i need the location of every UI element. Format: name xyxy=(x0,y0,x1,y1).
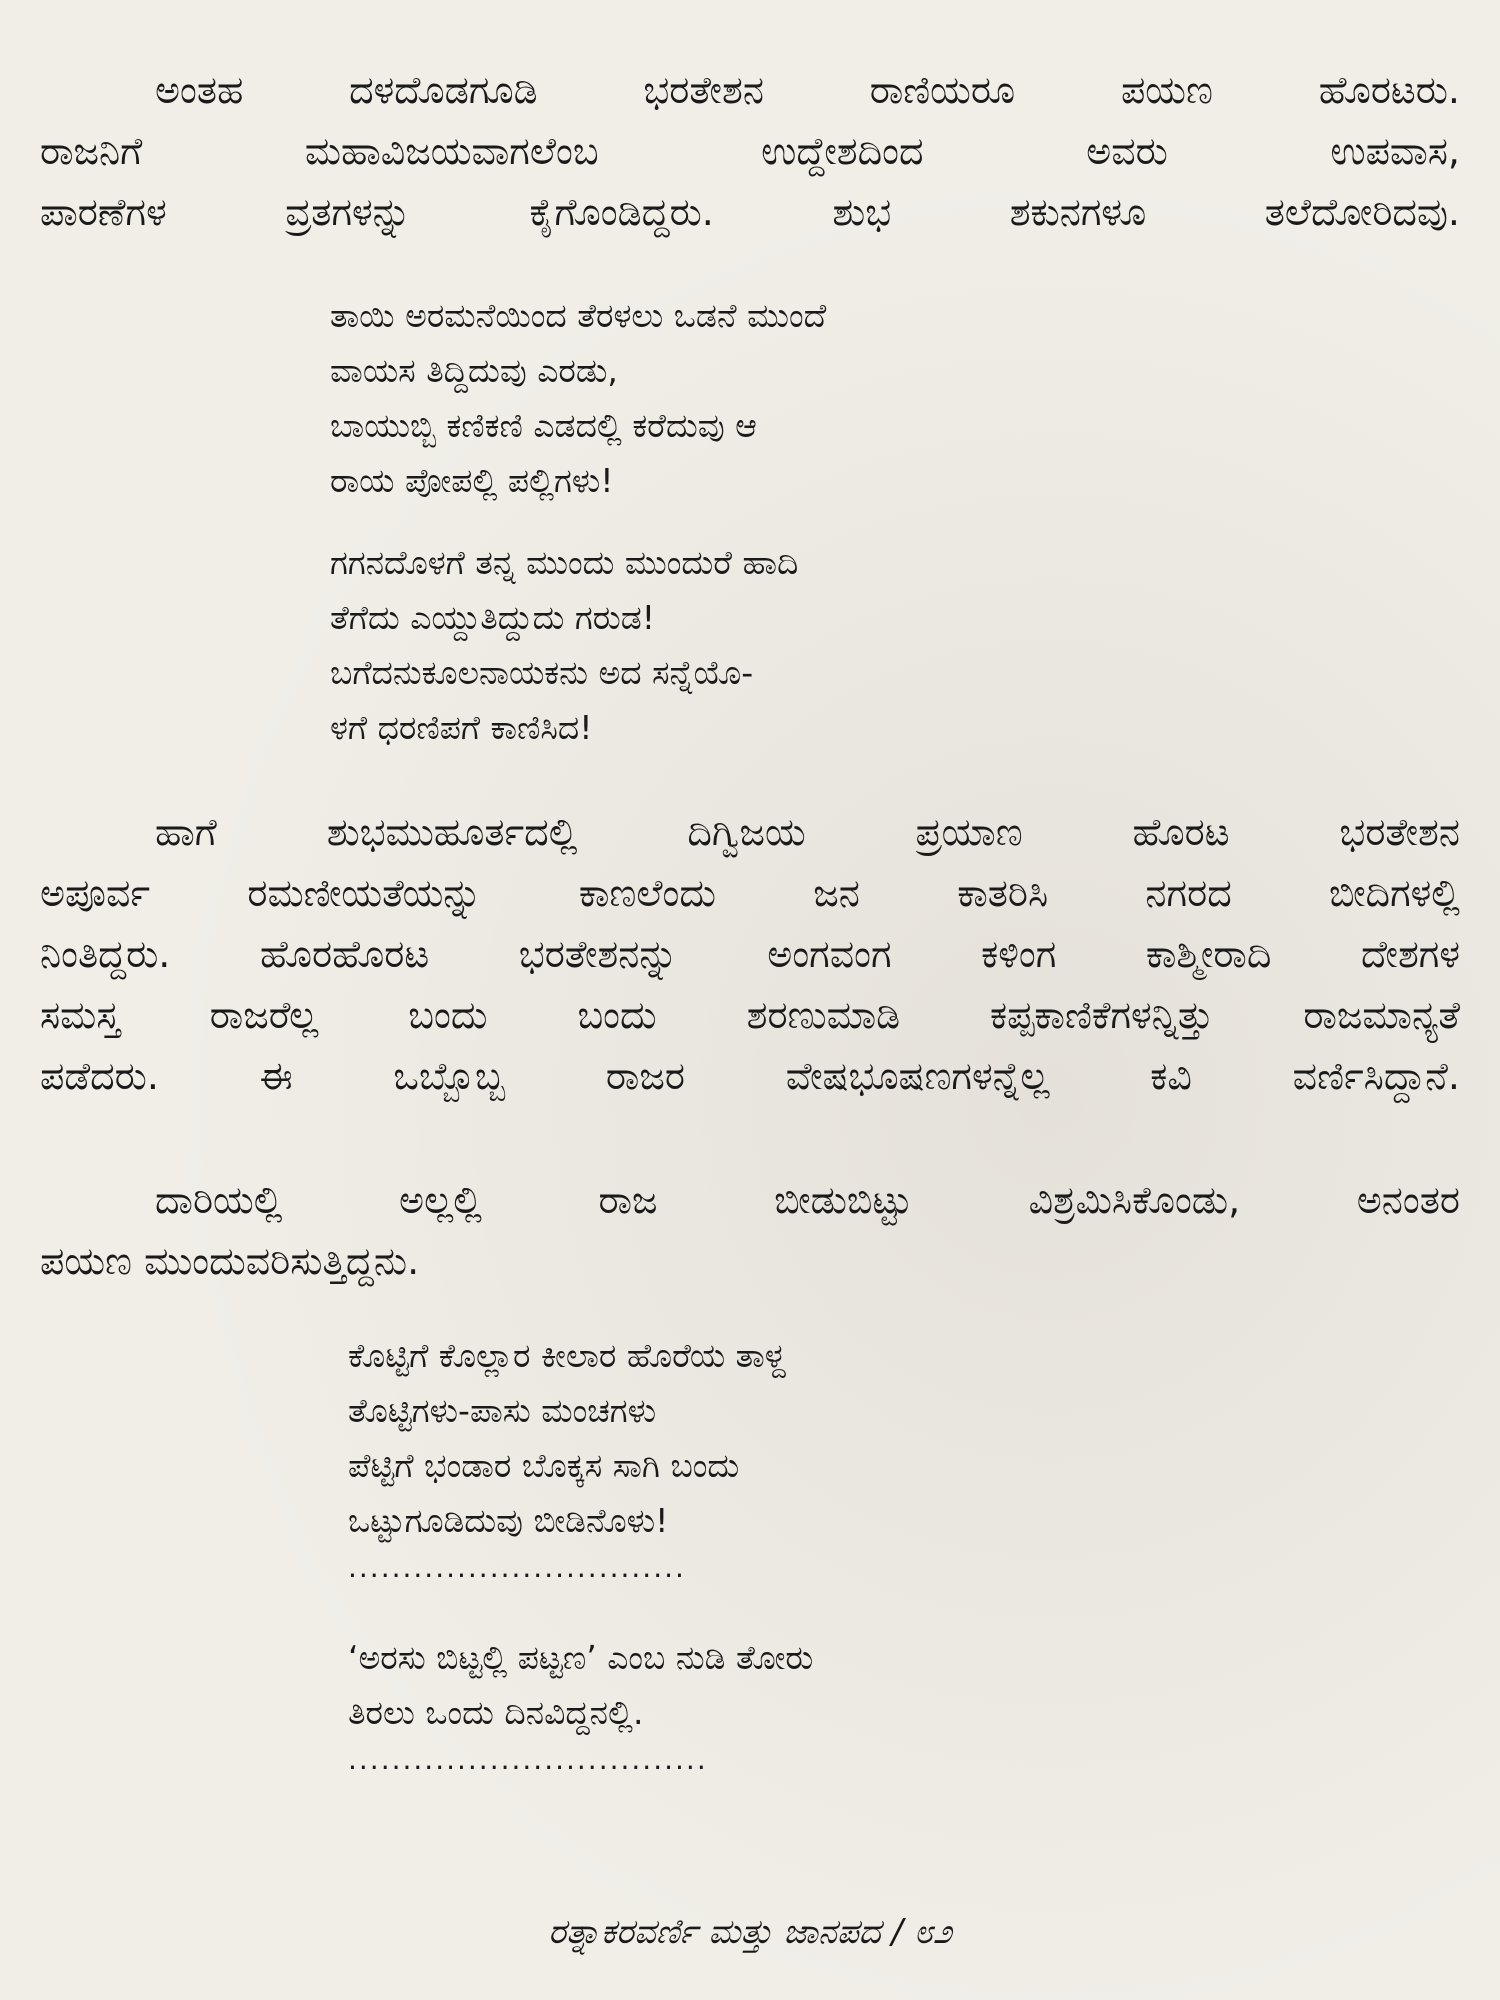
paragraph-line: ಪಯಣ ಮುಂದುವರಿಸುತ್ತಿದ್ದನು. xyxy=(40,1239,420,1283)
ellipsis-divider: ................................. xyxy=(348,1743,708,1776)
paragraph-line: ರಾಜನಿಗೆ ಮಹಾವಿಜಯವಾಗಲೆಂಬ ಉದ್ದೇಶದಿಂದ ಅವರು ಉಪವಾಸ, xyxy=(40,129,1460,173)
verse-line: ಬಗೆದನುಕೂಲನಾಯಕನು ಅದ ಸನ್ನೆಯೊ- xyxy=(330,653,754,692)
verse-stanza-2 xyxy=(330,535,798,755)
paragraph-line: ನಿಂತಿದ್ದರು. ಹೊರಹೊರಟ ಭರತೇಶನನ್ನು ಅಂಗವಂಗ ಕಳಿಂಗ ಕಾಶ್ಮೀರಾದಿ ದೇಶಗಳ xyxy=(40,932,1460,976)
verse-line: ತೆಗೆದು ಎಯ್ದುತಿದ್ದುದು ಗರುಡ! xyxy=(330,598,655,637)
verse-line: ವಾಯಸ ತಿದ್ದಿದುವು ಎರಡು, xyxy=(330,351,618,390)
verse-stanza-1 xyxy=(330,288,826,508)
verse-line: ಪೆಟ್ಟಿಗೆ ಭಂಡಾರ ಬೊಕ್ಕಸ ಸಾಗಿ ಬಂದು xyxy=(348,1446,740,1485)
verse-line: ತಿರಲು ಒಂದು ದಿನವಿದ್ದನಲ್ಲಿ. xyxy=(348,1693,644,1732)
verse-line: ಒಟ್ಟುಗೂಡಿದುವು ಬೀಡಿನೊಳು! xyxy=(348,1501,669,1540)
paragraph-line: ಸಮಸ್ತ ರಾಜರೆಲ್ಲ ಬಂದು ಬಂದು ಶರಣುಮಾಡಿ ಕಪ್ಪಕಾಣಿಕೆಗಳನ್ನಿತ್ತು ರಾಜಮಾನ್ಯತೆ xyxy=(40,993,1460,1037)
paragraph-line: ದಾರಿಯಲ್ಲಿ ಅಲ್ಲಲ್ಲಿ ರಾಜ ಬೀಡುಬಿಟ್ಟು ವಿಶ್ರಮಿಸಿಕೊಂಡು, ಅನಂತರ xyxy=(155,1178,1460,1222)
verse-line: ಬಾಯುಬ್ಬಿ ಕಣಿಕಣಿ ಎಡದಲ್ಲಿ ಕರೆದುವು ಆ xyxy=(330,406,757,445)
verse-line: ರಾಯ ಪೋಪಲ್ಲಿ ಪಲ್ಲಿಗಳು! xyxy=(330,461,614,500)
paragraph-line: ಅಂತಹ ದಳದೊಡಗೂಡಿ ಭರತೇಶನ ರಾಣಿಯರೂ ಪಯಣ ಹೊರಟರು. xyxy=(155,68,1460,112)
verse-line: ಗಗನದೊಳಗೆ ತನ್ನ ಮುಂದು ಮುಂದುರೆ ಹಾದಿ xyxy=(330,543,799,582)
verse-stanza-3 xyxy=(348,1328,786,1588)
verse-line: ತೊಟ್ಟಿಗಳು-ಪಾಸು ಮಂಚಗಳು xyxy=(348,1391,657,1430)
verse-line: ತಾಯಿ ಅರಮನೆಯಿಂದ ತೆರಳಲು ಒಡನೆ ಮುಂದೆ xyxy=(330,296,827,335)
paragraph-1 xyxy=(40,60,1460,243)
page-footer: ರತ್ನಾಕರವರ್ಣಿ ಮತ್ತು ಜಾನಪದ / ೮೨ xyxy=(548,1912,952,1952)
paragraph-3 xyxy=(40,1170,1460,1292)
verse-line: ಕೊಟ್ಟಿಗೆ ಕೊಲ್ಲಾರ ಕೀಲಾರ ಹೊರೆಯ ತಾಳ್ದ xyxy=(348,1336,786,1375)
paragraph-line: ಪಡೆದರು. ಈ ಒಬ್ಬೊಬ್ಬ ರಾಜರ ವೇಷಭೂಷಣಗಳನ್ನೆಲ್ಲ ಕವಿ ವರ್ಣಿಸಿದ್ದಾನೆ. xyxy=(40,1054,1460,1098)
paragraph-line: ಪಾರಣೆಗಳ ವ್ರತಗಳನ್ನು ಕೈಗೊಂಡಿದ್ದರು. ಶುಭ ಶಕುನಗಳೂ ತಲೆದೋರಿದವು. xyxy=(40,190,1460,234)
verse-line: ಳಗೆ ಧರಣಿಪಗೆ ಕಾಣಿಸಿದ! xyxy=(330,708,593,747)
verse-line: ‘ಅರಸು ಬಿಟ್ಟಲ್ಲಿ ಪಟ್ಟಣ’ ಎಂಬ ನುಡಿ ತೋರು xyxy=(348,1638,814,1677)
paragraph-2 xyxy=(40,802,1460,1107)
paragraph-line: ಅಪೂರ್ವ ರಮಣೀಯತೆಯನ್ನು ಕಾಣಲೆಂದು ಜನ ಕಾತರಿಸಿ ನಗರದ ಬೀದಿಗಳಲ್ಲಿ xyxy=(40,871,1460,915)
paragraph-line: ಹಾಗೆ ಶುಭಮುಹೂರ್ತದಲ್ಲಿ ದಿಗ್ವಿಜಯ ಪ್ರಯಾಣ ಹೊರಟ ಭರತೇಶನ xyxy=(155,810,1460,854)
ellipsis-divider: ............................... xyxy=(348,1551,686,1584)
verse-stanza-4 xyxy=(348,1630,813,1780)
